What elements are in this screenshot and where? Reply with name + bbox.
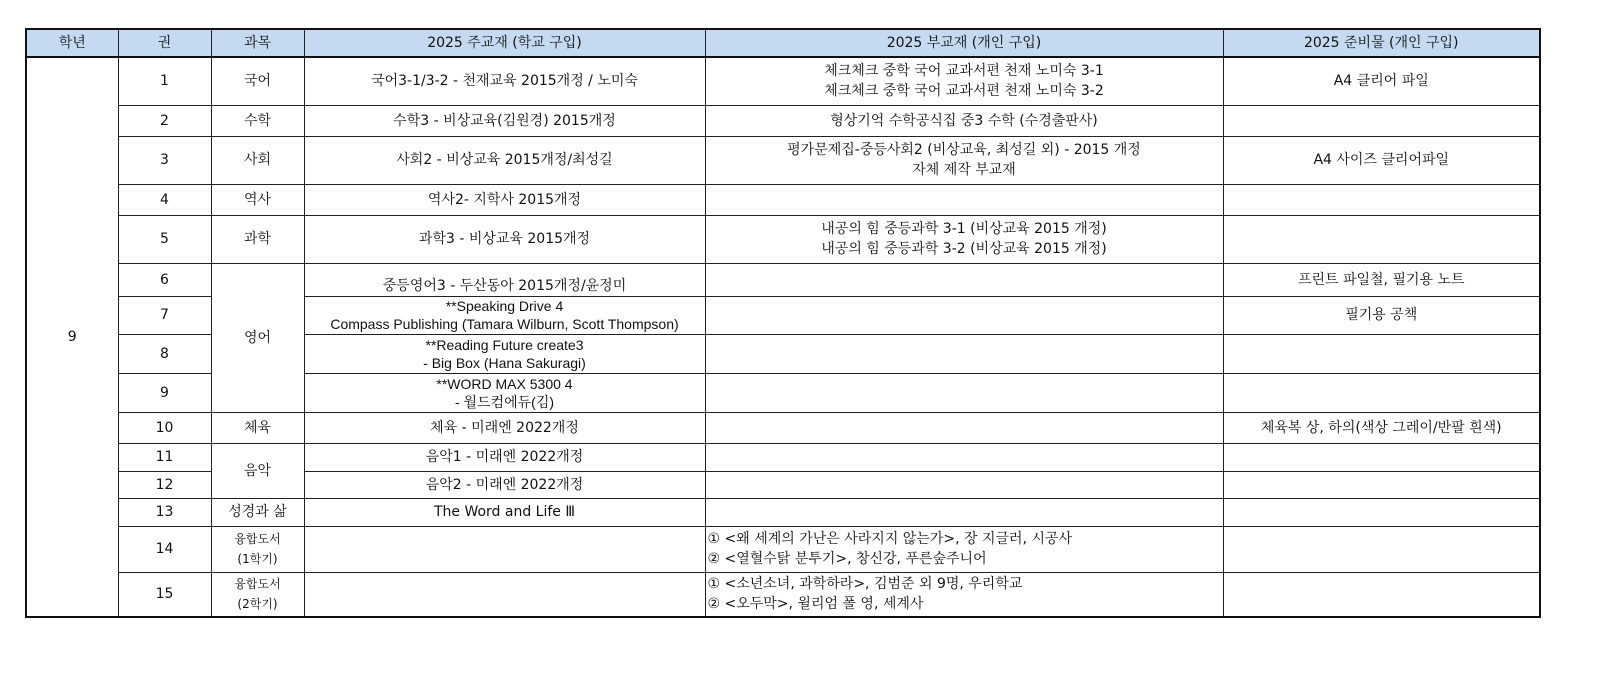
subject-cell: [211, 526, 304, 572]
sub-textbook-cell: [705, 184, 1223, 215]
supply-cell: [1223, 184, 1540, 215]
main-textbook-cell: 음악2 - 미래엔 2022개정: [304, 471, 705, 498]
main-textbook-cell: 과학3 - 비상교육 2015개정: [304, 215, 705, 263]
subject-cell: 체육: [211, 412, 304, 443]
sub-textbook-line: 내공의 힘 중등과학 3-2 (비상교육 2015 개정): [821, 241, 1107, 257]
main-textbook-cell: 역사2- 지학사 2015개정: [304, 184, 705, 215]
header-supplies: 2025 준비물 (개인 구입): [1223, 29, 1540, 57]
volume-cell: 5: [118, 215, 211, 263]
grade-cell: 9: [26, 57, 118, 617]
volume-cell: 8: [118, 334, 211, 373]
volume-cell: 9: [118, 373, 211, 412]
supply-cell: [1223, 215, 1540, 263]
supply-cell: 체육복 상, 하의(색상 그레이/반팔 흰색): [1223, 412, 1540, 443]
volume-cell: 10: [118, 412, 211, 443]
sub-textbook-line: ② <열혈수탉 분투기>, 창신강, 푸른숲주니어: [707, 551, 987, 567]
table-row: [26, 526, 1540, 572]
subject-line: 융합도서: [234, 577, 281, 592]
main-textbook-cell: [304, 296, 705, 334]
main-textbook-line: **WORD MAX 5300 4: [436, 375, 573, 392]
sub-textbook-cell: [705, 443, 1223, 471]
header-main-textbook: 2025 주교재 (학교 구입): [304, 29, 705, 57]
sub-textbook-cell: [705, 296, 1223, 334]
supply-cell: [1223, 373, 1540, 412]
sub-textbook-line: ① <소년소녀, 과학하라>, 김범준 외 9명, 우리학교: [707, 576, 1023, 593]
supply-cell: A4 사이즈 클리어파일: [1223, 136, 1540, 184]
main-textbook-cell: The Word and Life Ⅲ: [304, 498, 705, 526]
volume-cell: 12: [118, 471, 211, 498]
main-textbook-cell: 체육 - 미래엔 2022개정: [304, 412, 705, 443]
booklist-table: [25, 28, 1541, 618]
sub-textbook-cell: [705, 412, 1223, 443]
subject-cell: [211, 572, 304, 617]
table-row: [26, 498, 1540, 526]
sub-textbook-cell: [705, 57, 1223, 105]
sub-textbook-cell: 형상기억 수학공식집 중3 수학 (수경출판사): [705, 105, 1223, 136]
main-textbook-cell: 중등영어3 - 두산동아 2015개정/윤정미: [304, 263, 705, 296]
subject-cell: 사회: [211, 136, 304, 184]
supply-cell: [1223, 105, 1540, 136]
main-textbook-cell: 국어3-1/3-2 - 천재교육 2015개정 / 노미숙: [304, 57, 705, 105]
sub-textbook-line: 평가문제집-중등사회2 (비상교육, 최성길 외) - 2015 개정: [787, 142, 1141, 158]
table-row: [26, 215, 1540, 263]
supply-cell: [1223, 471, 1540, 498]
supply-cell: [1223, 334, 1540, 373]
supply-cell: A4 클리어 파일: [1223, 57, 1540, 105]
volume-cell: 3: [118, 136, 211, 184]
supply-cell: [1223, 498, 1540, 526]
header-sub-textbook: 2025 부교재 (개인 구입): [705, 29, 1223, 57]
sub-textbook-line: 자체 제작 부교재: [912, 162, 1016, 178]
sub-textbook-cell: [705, 572, 1223, 617]
sub-textbook-cell: [705, 215, 1223, 263]
sub-textbook-line: 체크체크 중학 국어 교과서편 천재 노미숙 3-2: [824, 83, 1104, 100]
header-grade: 학년: [26, 29, 118, 57]
table-row: [26, 443, 1540, 471]
volume-cell: 1: [118, 57, 211, 105]
sub-textbook-cell: [705, 471, 1223, 498]
subject-cell: 역사: [211, 184, 304, 215]
subject-cell-english: 영어: [211, 263, 304, 412]
sub-textbook-cell: [705, 526, 1223, 572]
subject-line: 융합도서: [234, 532, 281, 546]
subject-cell: 성경과 삶: [211, 498, 304, 526]
supply-cell: 필기용 공책: [1223, 296, 1540, 334]
table-row: [26, 57, 1540, 105]
main-textbook-line: **Speaking Drive 4: [445, 298, 564, 314]
subject-cell: 수학: [211, 105, 304, 136]
supply-cell: [1223, 443, 1540, 471]
main-textbook-cell: 사회2 - 비상교육 2015개정/최성길: [304, 136, 705, 184]
volume-cell: 6: [118, 263, 211, 296]
sub-textbook-cell: [705, 373, 1223, 412]
sub-textbook-line: 내공의 힘 중등과학 3-1 (비상교육 2015 개정): [821, 221, 1107, 237]
sub-textbook-line: 체크체크 중학 국어 교과서편 천재 노미숙 3-1: [824, 63, 1104, 80]
sub-textbook-line: ② <오두막>, 윌리엄 폴 영, 세계사: [707, 596, 924, 613]
supply-cell: 프린트 파일철, 필기용 노트: [1223, 263, 1540, 296]
main-textbook-cell: 수학3 - 비상교육(김원경) 2015개정: [304, 105, 705, 136]
header-volume: 권: [118, 29, 211, 57]
subject-cell: 과학: [211, 215, 304, 263]
volume-cell: 11: [118, 443, 211, 471]
main-textbook-cell: [304, 373, 705, 412]
supply-cell: [1223, 572, 1540, 617]
volume-cell: 15: [118, 572, 211, 617]
table-row: [26, 263, 1540, 296]
sub-textbook-cell: [705, 334, 1223, 373]
main-textbook-line: **Reading Future create3: [425, 336, 584, 353]
volume-cell: 4: [118, 184, 211, 215]
volume-cell: 7: [118, 296, 211, 334]
main-textbook-cell: [304, 526, 705, 572]
table-row: [26, 572, 1540, 617]
table-row: [26, 136, 1540, 184]
sub-textbook-cell: [705, 498, 1223, 526]
table-row: [26, 412, 1540, 443]
main-textbook-line: Compass Publishing (Tamara Wilburn, Scott Thompson): [330, 316, 679, 332]
main-textbook-cell: [304, 572, 705, 617]
main-textbook-cell: 음악1 - 미래엔 2022개정: [304, 443, 705, 471]
header-row: [26, 29, 1540, 57]
main-textbook-line: - Big Box (Hana Sakuragi): [423, 354, 586, 371]
volume-cell: 14: [118, 526, 211, 572]
sub-textbook-cell: [705, 263, 1223, 296]
sub-textbook-cell: [705, 136, 1223, 184]
subject-line: (1학기): [237, 552, 278, 566]
subject-line: (2학기): [237, 597, 278, 612]
header-subject: 과목: [211, 29, 304, 57]
main-textbook-line: - 월드컴에듀(김): [454, 393, 555, 410]
volume-cell: 13: [118, 498, 211, 526]
table-row: [26, 105, 1540, 136]
main-textbook-cell: [304, 334, 705, 373]
subject-cell-music: 음악: [211, 443, 304, 498]
volume-cell: 2: [118, 105, 211, 136]
table-row: [26, 184, 1540, 215]
sub-textbook-line: ① <왜 세계의 가난은 사라지지 않는가>, 장 지글러, 시공사: [707, 531, 1073, 547]
supply-cell: [1223, 526, 1540, 572]
subject-cell: 국어: [211, 57, 304, 105]
